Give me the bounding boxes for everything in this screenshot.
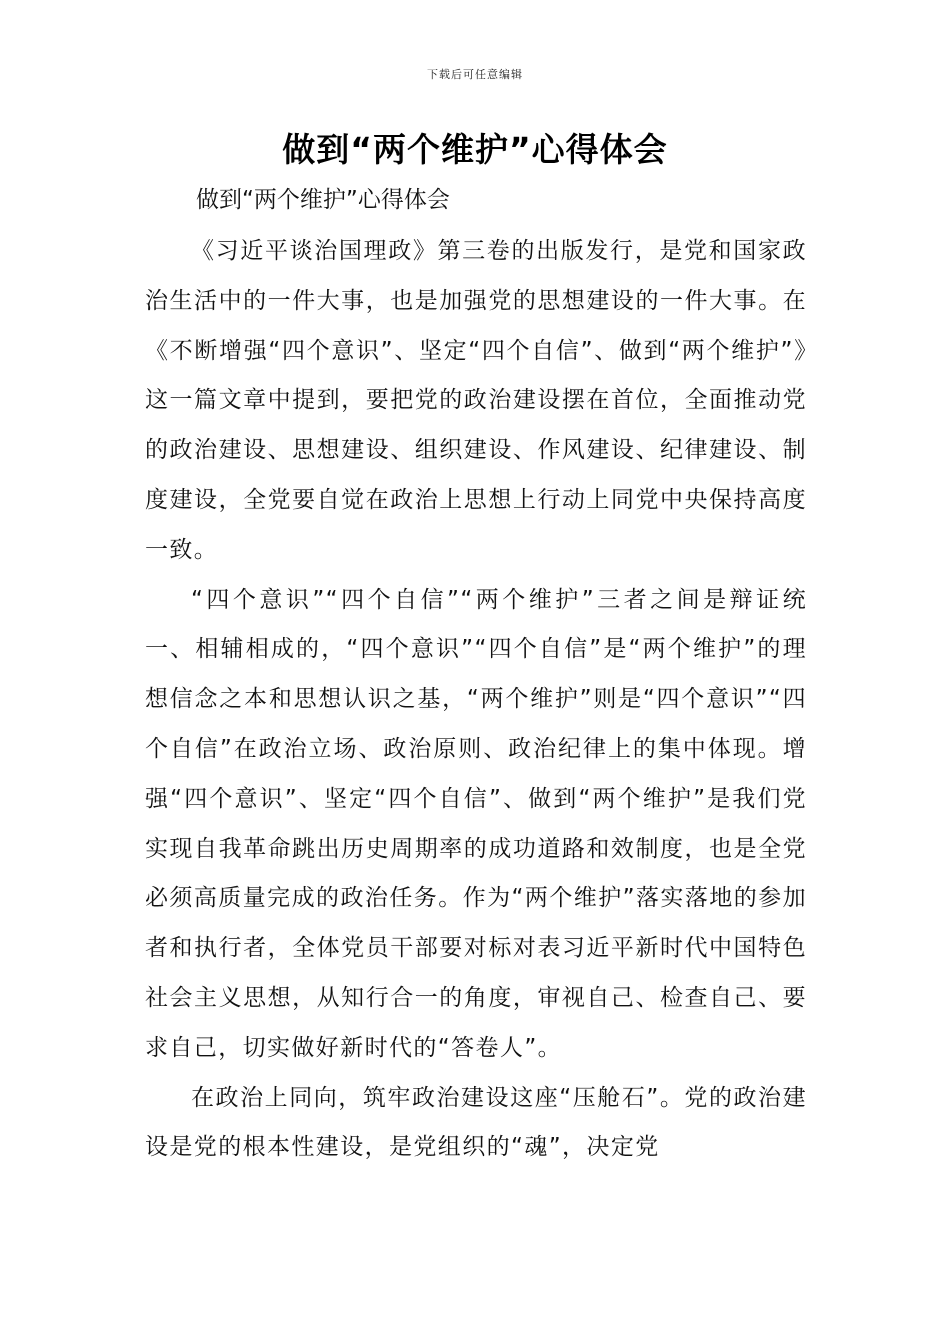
paragraph-3: 在政治上同向，筑牢政治建设这座“压舱石”。党的政治建设是党的根本性建设，是党组织的“魂”，决定党 [145,1084,807,1161]
paragraph-1: 《习近平谈治国理政》第三卷的出版发行，是党和国家政治生活中的一件大事，也是加强党的思想建设的一件大事。在《不断增强“四个意识”、坚定“四个自信”、做到“两个维护”》这一篇文章中提到，要把党的政治建设摆在首位，全面推动党的政治建设、思想建设、组织建设、作风建设、纪律建设、制度建设，全党要自觉在政治上思想上行动上同党中央保持高度一致。 [145,238,807,563]
document-body [145,227,807,1173]
document-subtitle: 做到“两个维护”心得体会 [196,187,450,213]
document-title: 做到“两个维护”心得体会 [282,130,668,169]
paragraph-2: “四个意识”“四个自信”“两个维护”三者之间是辩证统一、相辅相成的，“四个意识”“四个自信”是“两个维护”的理想信念之本和思想认识之基，“两个维护”则是“四个意识”“四个自信”在政治立场、政治原则、政治纪律上的集中体现。增强“四个意识”、坚定“四个自信”、做到“两个维护”是我们党实现自我革命跳出历史周期率的成功道路和效制度，也是全党必须高质量完成的政治任务。作为“两个维护”落实落地的参加者和执行者，全体党员干部要对标对表习近平新时代中国特色社会主义思想，从知行合一的角度，审视自己、检查自己、要求自己，切实做好新时代的“答卷人”。 [145,586,807,1061]
header-note: 下载后可任意编辑 [427,68,523,81]
